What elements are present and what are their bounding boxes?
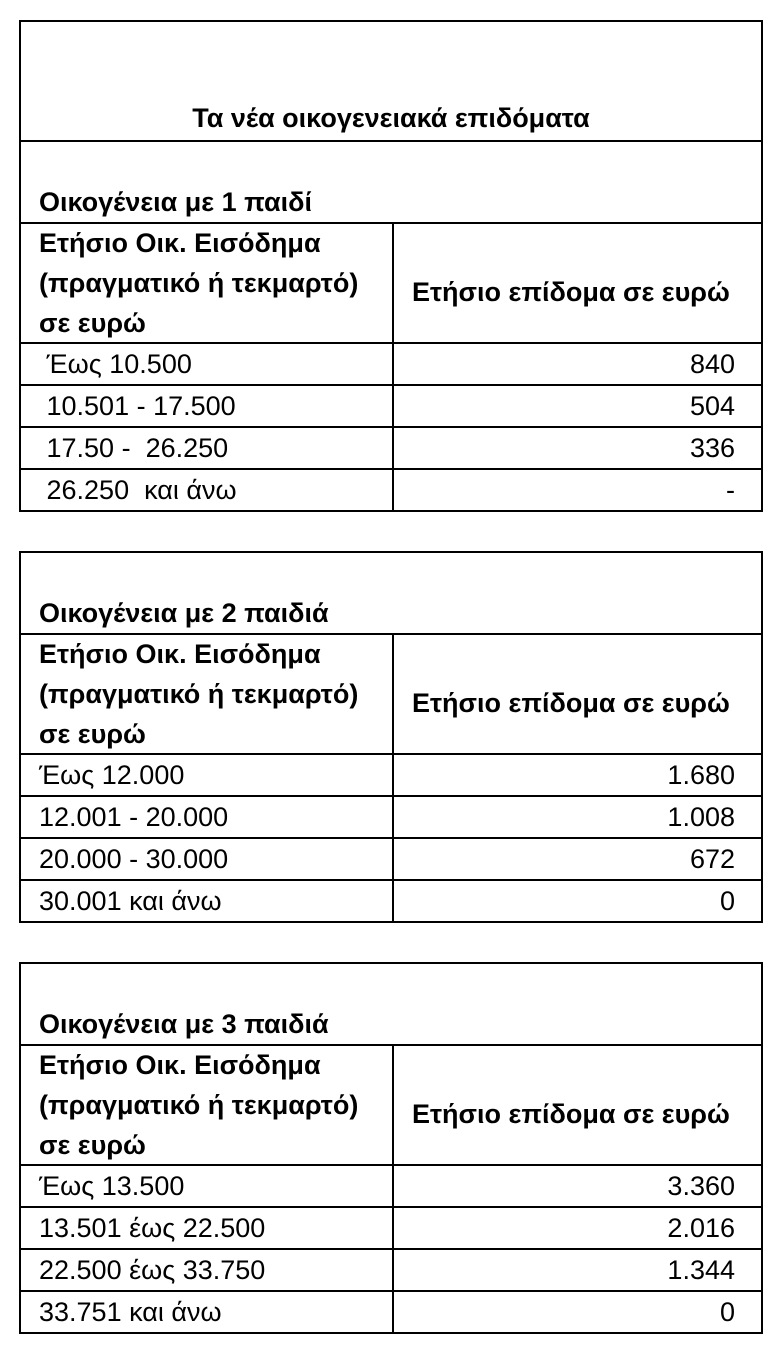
column-header-row xyxy=(21,635,761,755)
table-row xyxy=(21,470,761,510)
income-cell: 20.000 - 30.000 xyxy=(21,839,394,879)
table-row xyxy=(21,386,761,428)
table-row xyxy=(21,839,761,881)
benefit-cell: 1.008 xyxy=(667,801,735,832)
table-row xyxy=(21,1166,761,1208)
page-title: Τα νέα οικογενειακά επιδόματα xyxy=(192,103,590,133)
income-cell: 17.50 - 26.250 xyxy=(21,428,394,468)
table-row xyxy=(21,1250,761,1292)
table-row xyxy=(21,1208,761,1250)
income-column-header: Ετήσιο Οικ. Εισόδημα (πραγματικό ή τεκμαρτό) σε ευρώ xyxy=(21,224,394,342)
benefit-cell: 840 xyxy=(689,348,735,379)
section-heading: Οικογένεια με 3 παιδιά xyxy=(39,1009,329,1039)
benefit-cell: 1.344 xyxy=(667,1254,735,1285)
table-row xyxy=(21,797,761,839)
benefit-cell: - xyxy=(726,474,735,505)
table-three-children xyxy=(19,962,763,1334)
column-header-row xyxy=(21,1046,761,1166)
table-row xyxy=(21,428,761,470)
income-cell: 30.001 και άνω xyxy=(21,881,394,921)
section-heading-row xyxy=(21,142,761,224)
section-heading-row xyxy=(21,553,761,635)
section-heading: Οικογένεια με 2 παιδιά xyxy=(39,598,329,628)
income-column-header: Ετήσιο Οικ. Εισόδημα (πραγματικό ή τεκμαρτό) σε ευρώ xyxy=(21,635,394,753)
table-row xyxy=(21,1292,761,1332)
benefit-column-header: Ετήσιο επίδομα σε ευρώ xyxy=(412,277,730,307)
income-column-header: Ετήσιο Οικ. Εισόδημα (πραγματικό ή τεκμαρτό) σε ευρώ xyxy=(21,1046,394,1164)
benefit-cell: 504 xyxy=(689,390,735,421)
income-cell: 12.001 - 20.000 xyxy=(21,797,394,837)
income-cell: 33.751 και άνω xyxy=(21,1292,394,1332)
benefit-cell: 2.016 xyxy=(667,1212,735,1243)
income-cell: Έως 12.000 xyxy=(21,755,394,795)
income-cell: 10.501 - 17.500 xyxy=(21,386,394,426)
benefit-column-header: Ετήσιο επίδομα σε ευρώ xyxy=(412,688,730,718)
benefit-cell: 0 xyxy=(719,885,735,916)
income-cell: 13.501 έως 22.500 xyxy=(21,1208,394,1248)
table-row xyxy=(21,755,761,797)
column-header-row xyxy=(21,224,761,344)
income-cell: Έως 13.500 xyxy=(21,1166,394,1206)
income-cell: 22.500 έως 33.750 xyxy=(21,1250,394,1290)
table-row xyxy=(21,881,761,921)
table-title-row xyxy=(21,22,761,142)
benefit-cell: 0 xyxy=(719,1296,735,1327)
table-row xyxy=(21,344,761,386)
benefit-cell: 336 xyxy=(689,432,735,463)
table-one-child xyxy=(19,20,763,512)
benefit-cell: 3.360 xyxy=(667,1170,735,1201)
income-cell: 26.250 και άνω xyxy=(21,470,394,510)
income-cell: Έως 10.500 xyxy=(21,344,394,384)
section-heading: Οικογένεια με 1 παιδί xyxy=(39,187,313,217)
benefit-column-header: Ετήσιο επίδομα σε ευρώ xyxy=(412,1099,730,1129)
section-heading-row xyxy=(21,964,761,1046)
table-two-children xyxy=(19,551,763,923)
benefit-cell: 1.680 xyxy=(667,759,735,790)
benefit-cell: 672 xyxy=(689,843,735,874)
